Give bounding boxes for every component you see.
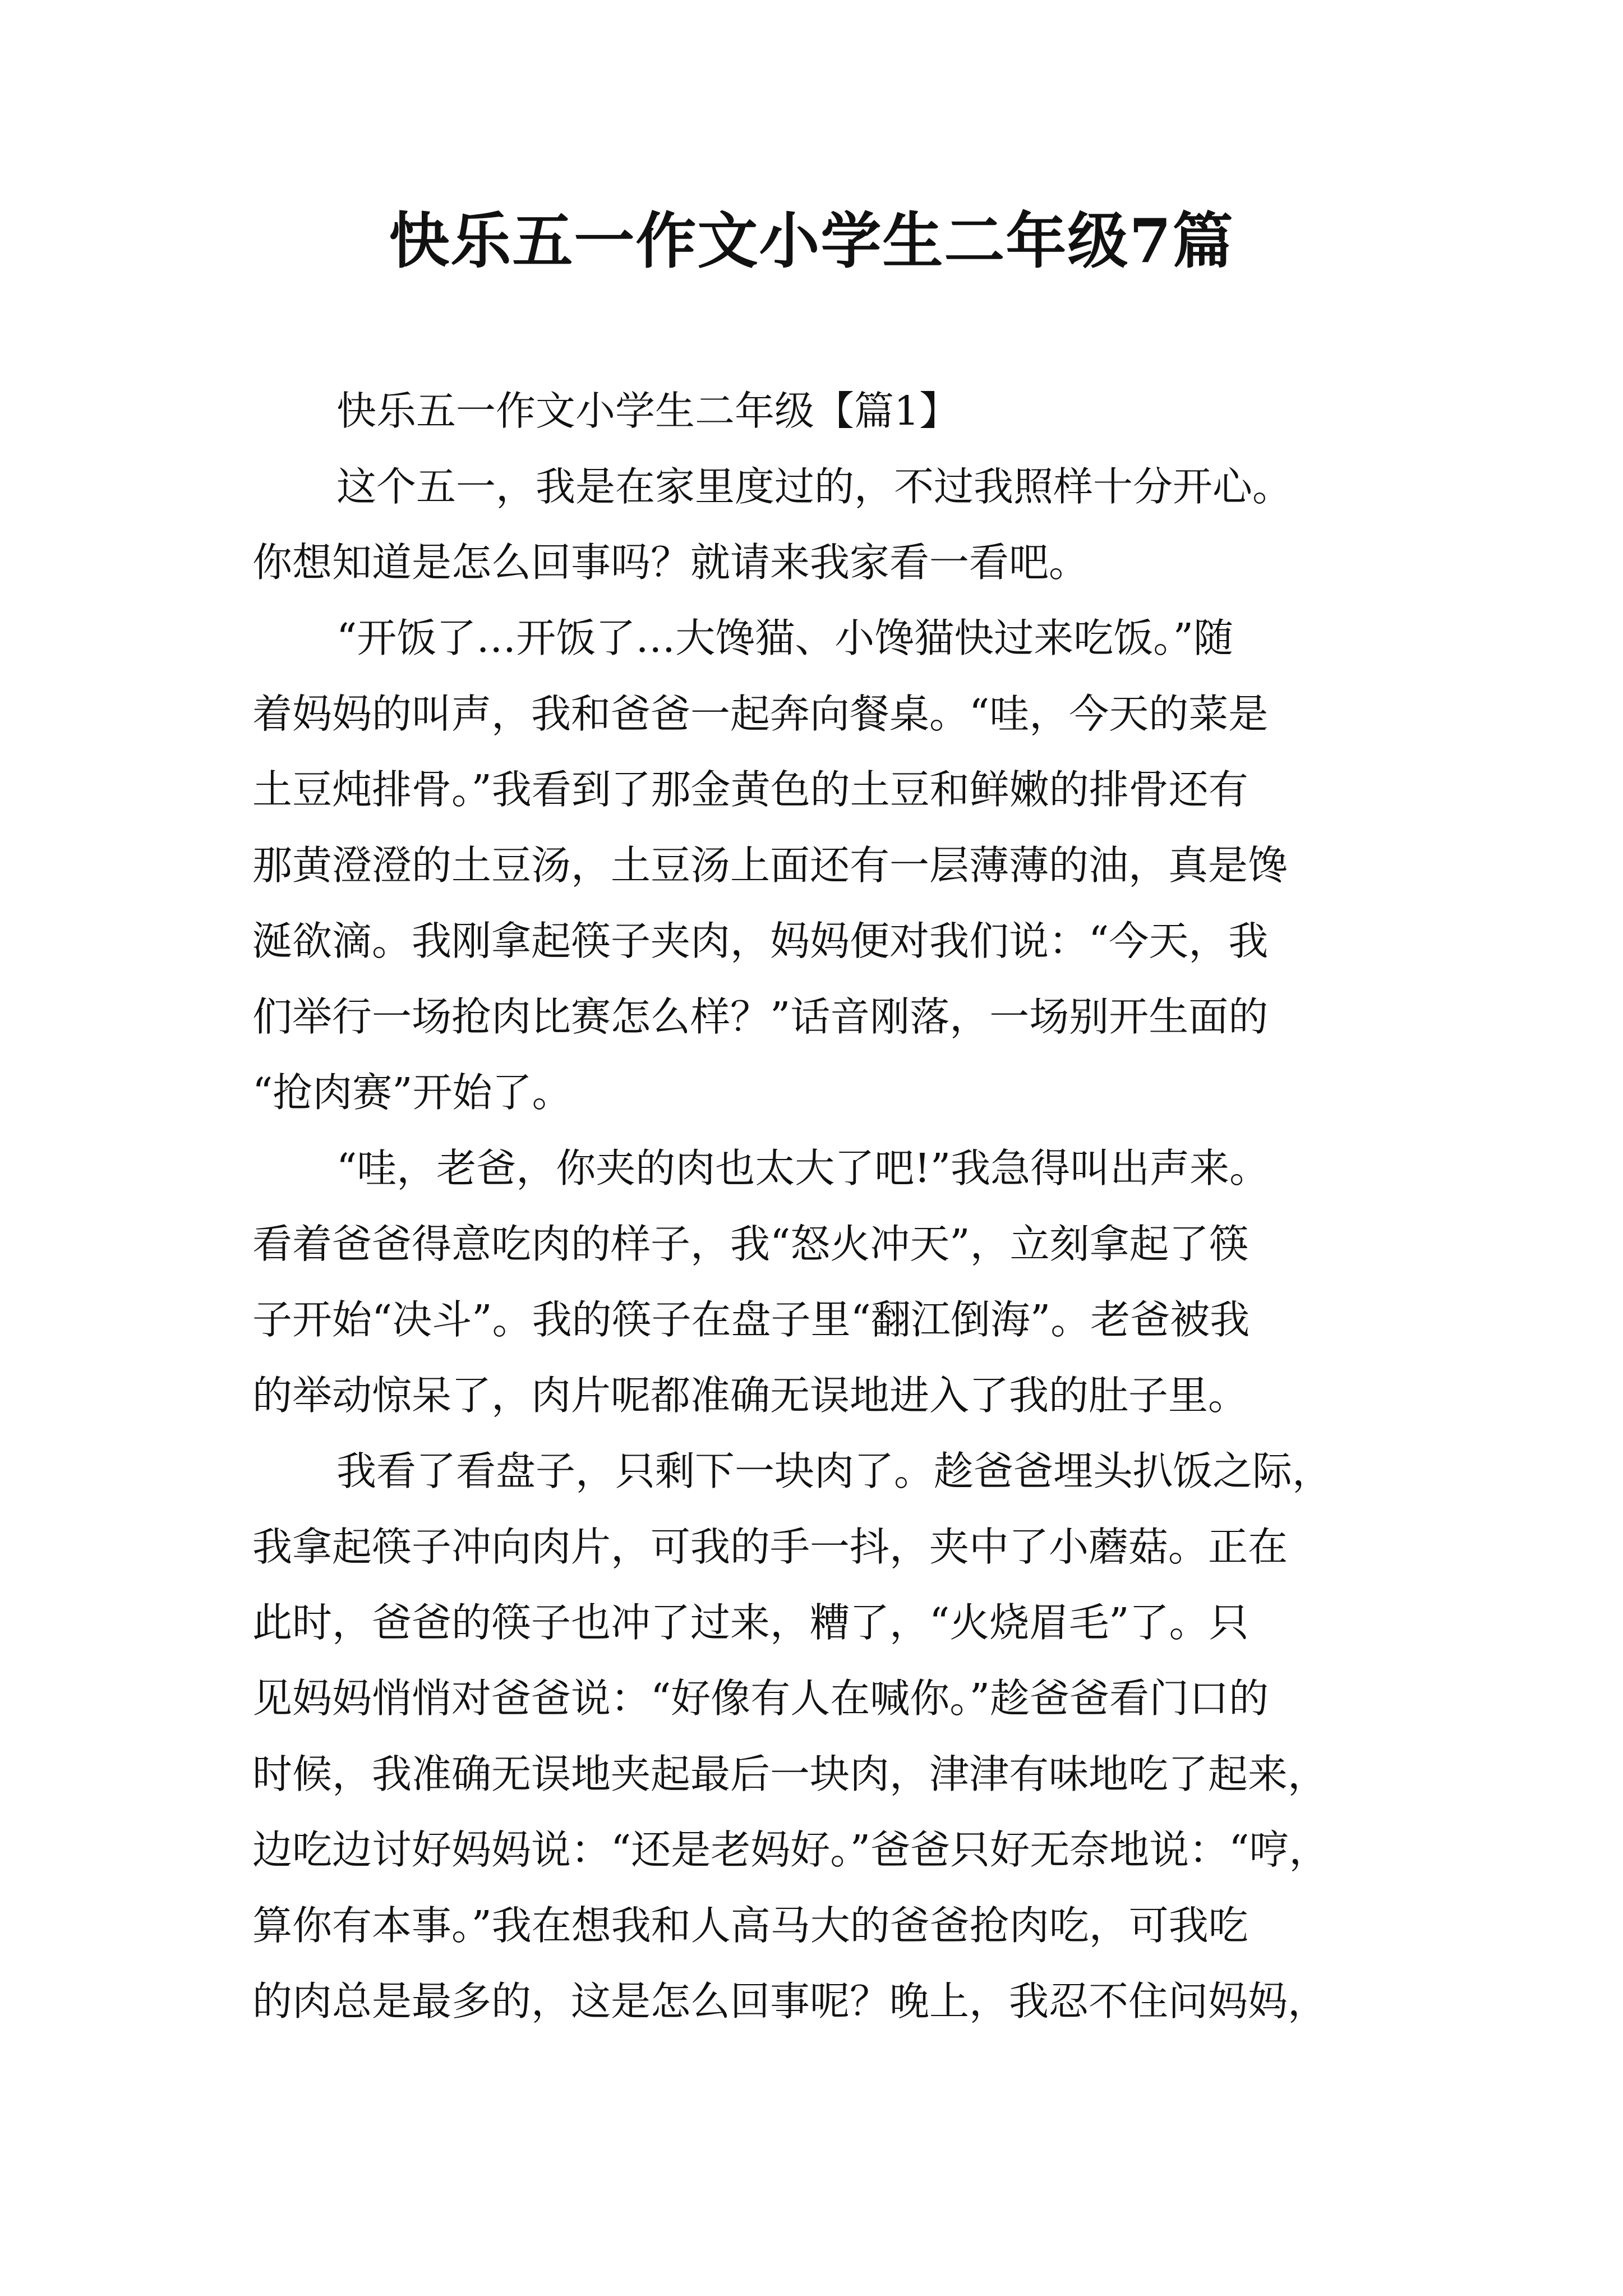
- paragraph-line: 子开始“决斗”。我的筷子在盘子里“翻江倒海”。老爸被我: [252, 1296, 1250, 1343]
- paragraph-line: 边吃边讨好妈妈说：“还是老妈好。”爸爸只好无奈地说：“哼，: [252, 1826, 1329, 1873]
- paragraph-line: 那黄澄澄的土豆汤，土豆汤上面还有一层薄薄的油，真是馋: [252, 842, 1288, 889]
- paragraph-line: 这个五一，我是在家里度过的，不过我照样十分开心。: [336, 463, 1293, 510]
- paragraph-line: “开饭了…开饭了…大馋猫、小馋猫快过来吃饭。”随: [336, 615, 1234, 661]
- paragraph-line: 的肉总是最多的，这是怎么回事呢？晚上，我忍不住问妈妈，: [252, 1978, 1328, 2024]
- paragraph-line: 算你有本事。”我在想我和人高马大的爸爸抢肉吃，可我吃: [252, 1902, 1248, 1949]
- paragraph-line: 此时，爸爸的筷子也冲了过来，糟了，“火烧眉毛”了。只: [252, 1599, 1249, 1646]
- paragraph-line: 我拿起筷子冲向肉片，可我的手一抖，夹中了小蘑菇。正在: [252, 1524, 1288, 1570]
- paragraph-line: “哇，老爸，你夹的肉也太大了吧!”我急得叫出声来。: [336, 1145, 1270, 1191]
- paragraph-line: 我看了看盘子，只剩下一块肉了。趁爸爸埋头扒饭之际，: [336, 1448, 1332, 1494]
- paragraph-line: 们举行一场抢肉比赛怎么样？”话音刚落，一场别开生面的: [252, 993, 1269, 1040]
- paragraph-line: 时候，我准确无误地夹起最后一块肉，津津有味地吃了起来，: [252, 1751, 1328, 1797]
- paragraph-line: 你想知道是怎么回事吗？就请来我家看一看吧。: [252, 539, 1089, 586]
- paragraph-line: 土豆炖排骨。”我看到了那金黄色的土豆和鲜嫩的排骨还有: [252, 766, 1248, 813]
- section-heading: 快乐五一作文小学生二年级【篇1】: [336, 388, 960, 434]
- paragraph-line: 看着爸爸得意吃肉的样子，我“怒火冲天”，立刻拿起了筷: [252, 1221, 1249, 1267]
- paragraph-line: 涎欲滴。我刚拿起筷子夹肉，妈妈便对我们说：“今天，我: [252, 918, 1269, 964]
- document-body: [252, 373, 1391, 2039]
- document-title: 快乐五一作文小学生二年级7篇: [389, 206, 1234, 277]
- paragraph-line: 的举动惊呆了，肉片呢都准确无误地进入了我的肚子里。: [252, 1372, 1248, 1419]
- paragraph-line: 着妈妈的叫声，我和爸爸一起奔向餐桌。“哇，今天的菜是: [252, 691, 1269, 737]
- paragraph-line: “抢肉赛”开始了。: [252, 1069, 572, 1116]
- paragraph-line: 见妈妈悄悄对爸爸说：“好像有人在喊你。”趁爸爸看门口的: [252, 1675, 1269, 1722]
